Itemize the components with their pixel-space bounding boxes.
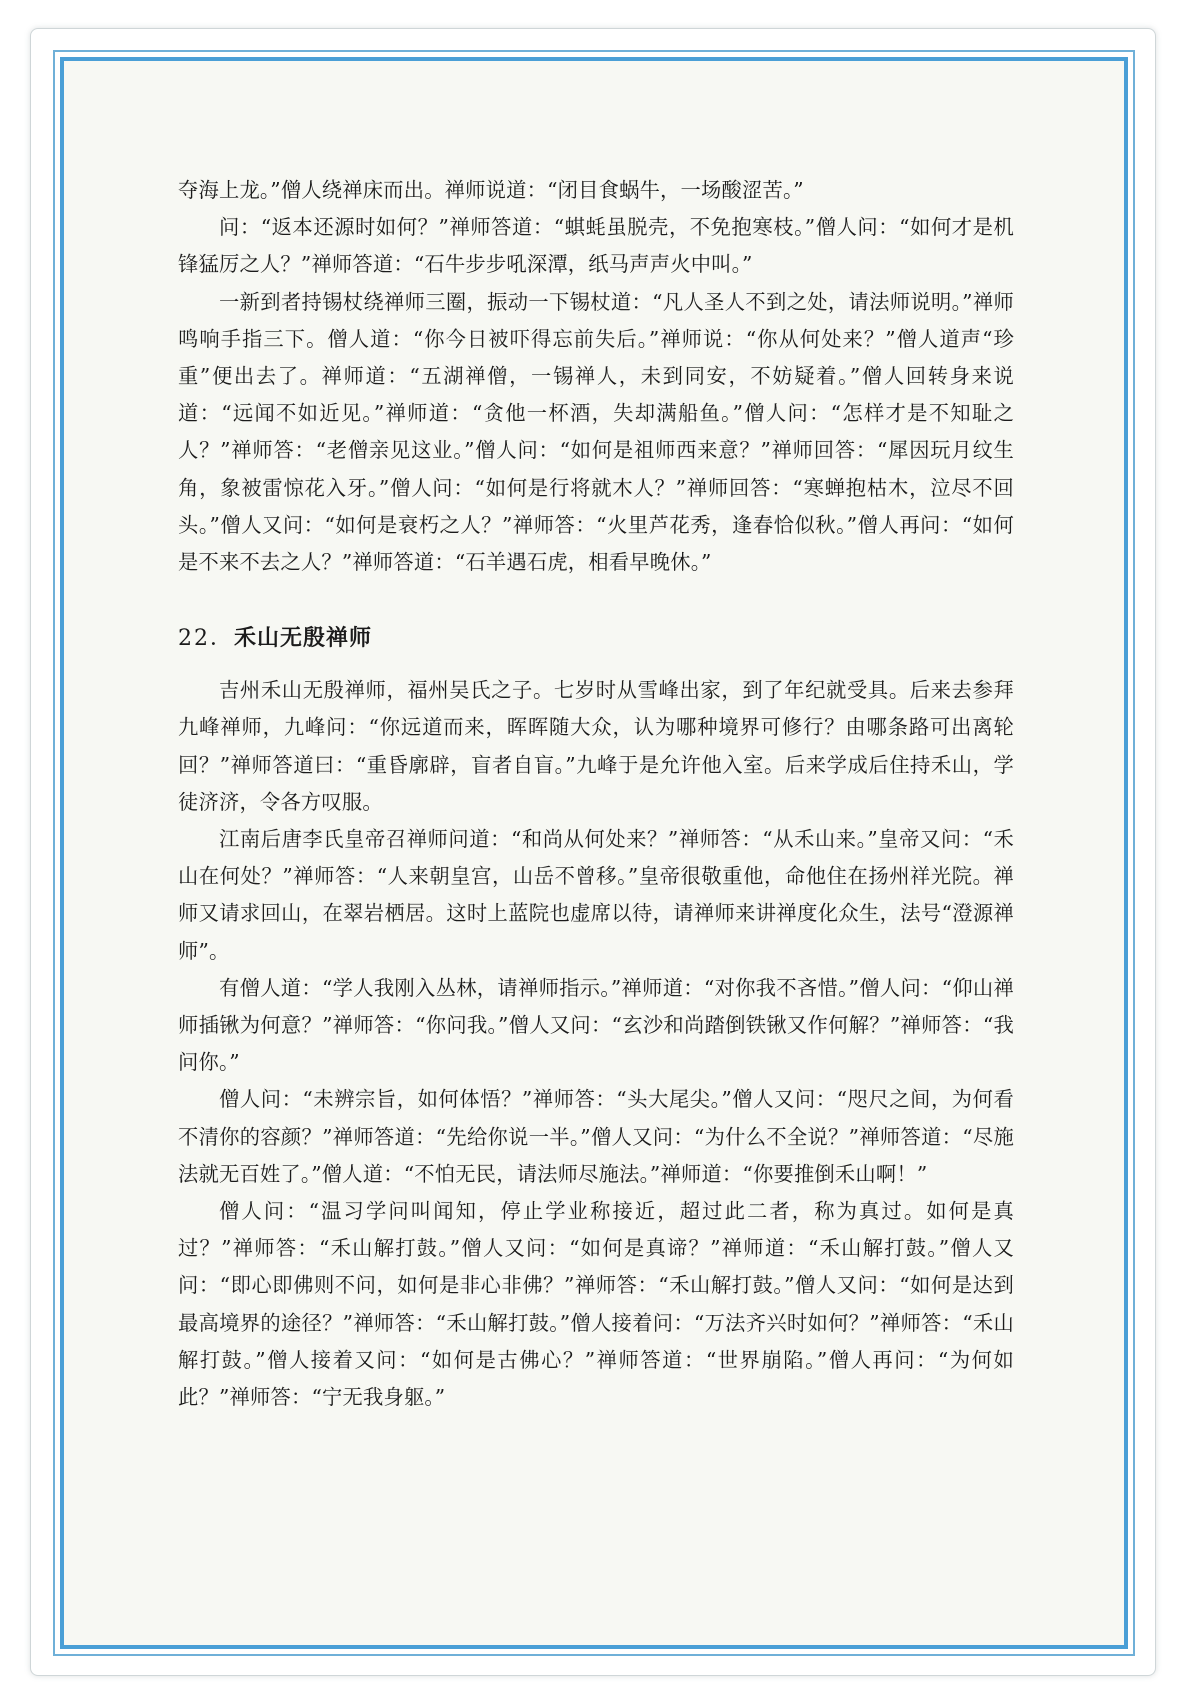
page-content (178, 172, 1014, 1416)
section-heading (178, 623, 1014, 654)
section-number: 22． (178, 626, 234, 652)
paragraph: 吉州禾山无殷禅师，福州吴氏之子。七岁时从雪峰出家，到了年纪就受具。后来去参拜九峰禅师，九峰问：“你远道而来，晖晖随大众，认为哪种境界可修行？由哪条路可出离轮回？”禅师答道曰：“重昏廓辟，盲者自盲。”九峰于是允许他入室。后来学成后住持禾山，学徒济济，令各方叹服。 (178, 678, 1014, 814)
paragraph: 僧人问：“温习学问叫闻知，停止学业称接近，超过此二者，称为真过。如何是真过？”禅师答：“禾山解打鼓。”僧人又问：“如何是真谛？”禅师道：“禾山解打鼓。”僧人又问：“即心即佛则不问，如何是非心非佛？”禅师答：“禾山解打鼓。”僧人又问：“如何是达到最高境界的途径？”禅师答：“禾山解打鼓。”僧人接着问：“万法齐兴时如何？”禅师答：“禾山解打鼓。”僧人接着又问：“如何是古佛心？”禅师答道：“世界崩陷。”僧人再问：“为何如此？”禅师答：“宁无我身躯。” (178, 1199, 1014, 1410)
paragraph: 僧人问：“未辨宗旨，如何体悟？”禅师答：“头大尾尖。”僧人又问：“咫尺之间，为何看不清你的容颜？”禅师答道：“先给你说一半。”僧人又问：“为什么不全说？”禅师答道：“尽施法就无百姓了。”僧人道：“不怕无民，请法师尽施法。”禅师道：“你要推倒禾山啊！” (178, 1087, 1014, 1186)
paragraph: 问：“返本还源时如何？”禅师答道：“蜞蚝虽脱壳，不免抱寒枝。”僧人问：“如何才是机锋猛厉之人？”禅师答道：“石牛步步吼深潭，纸马声声火中叫。” (178, 215, 1014, 277)
paragraph: 一新到者持锡杖绕禅师三圈，振动一下锡杖道：“凡人圣人不到之处，请法师说明。”禅师鸣响手指三下。僧人道：“你今日被吓得忘前失后。”禅师说：“你从何处来？”僧人道声“珍重”便出去了。禅师道：“五湖禅僧，一锡禅人，未到同安，不妨疑着。”僧人回转身来说道：“远闻不如近见。”禅师道：“贪他一杯酒，失却满船鱼。”僧人问：“怎样才是不知耻之人？”禅师答：“老僧亲见这业。”僧人问：“如何是祖师西来意？”禅师回答：“犀因玩月纹生角，象被雷惊花入牙。”僧人问：“如何是行将就木人？”禅师回答：“寒蝉抱枯木，泣尽不回头。”僧人又问：“如何是衰朽之人？”禅师答：“火里芦花秀，逢春恰似秋。”僧人再问：“如何是不来不去之人？”禅师答道：“石羊遇石虎，相看早晚休。” (178, 289, 1014, 575)
paragraph: 有僧人道：“学人我刚入丛林，请禅师指示。”禅师道：“对你我不吝惜。”僧人问：“仰山禅师插锹为何意？”禅师答：“你问我。”僧人又问：“玄沙和尚踏倒铁锹又作何解？”禅师答：“我问你。” (178, 975, 1014, 1075)
paragraph: 江南后唐李氏皇帝召禅师问道：“和尚从何处来？”禅师答：“从禾山来。”皇帝又问：“禾山在何处？”禅师答：“人来朝皇宫，山岳不曾移。”皇帝很敬重他，命他住在扬州祥光院。禅师又请求回山，在翠岩栖居。这时上蓝院也虚席以待，请禅师来讲禅度化众生，法号“澄源禅师”。 (178, 827, 1014, 963)
section-title: 禾山无殷禅师 (234, 625, 373, 652)
paragraph-continued: 夺海上龙。”僧人绕禅床而出。禅师说道：“闭目食蜗牛，一场酸涩苦。” (178, 178, 804, 202)
